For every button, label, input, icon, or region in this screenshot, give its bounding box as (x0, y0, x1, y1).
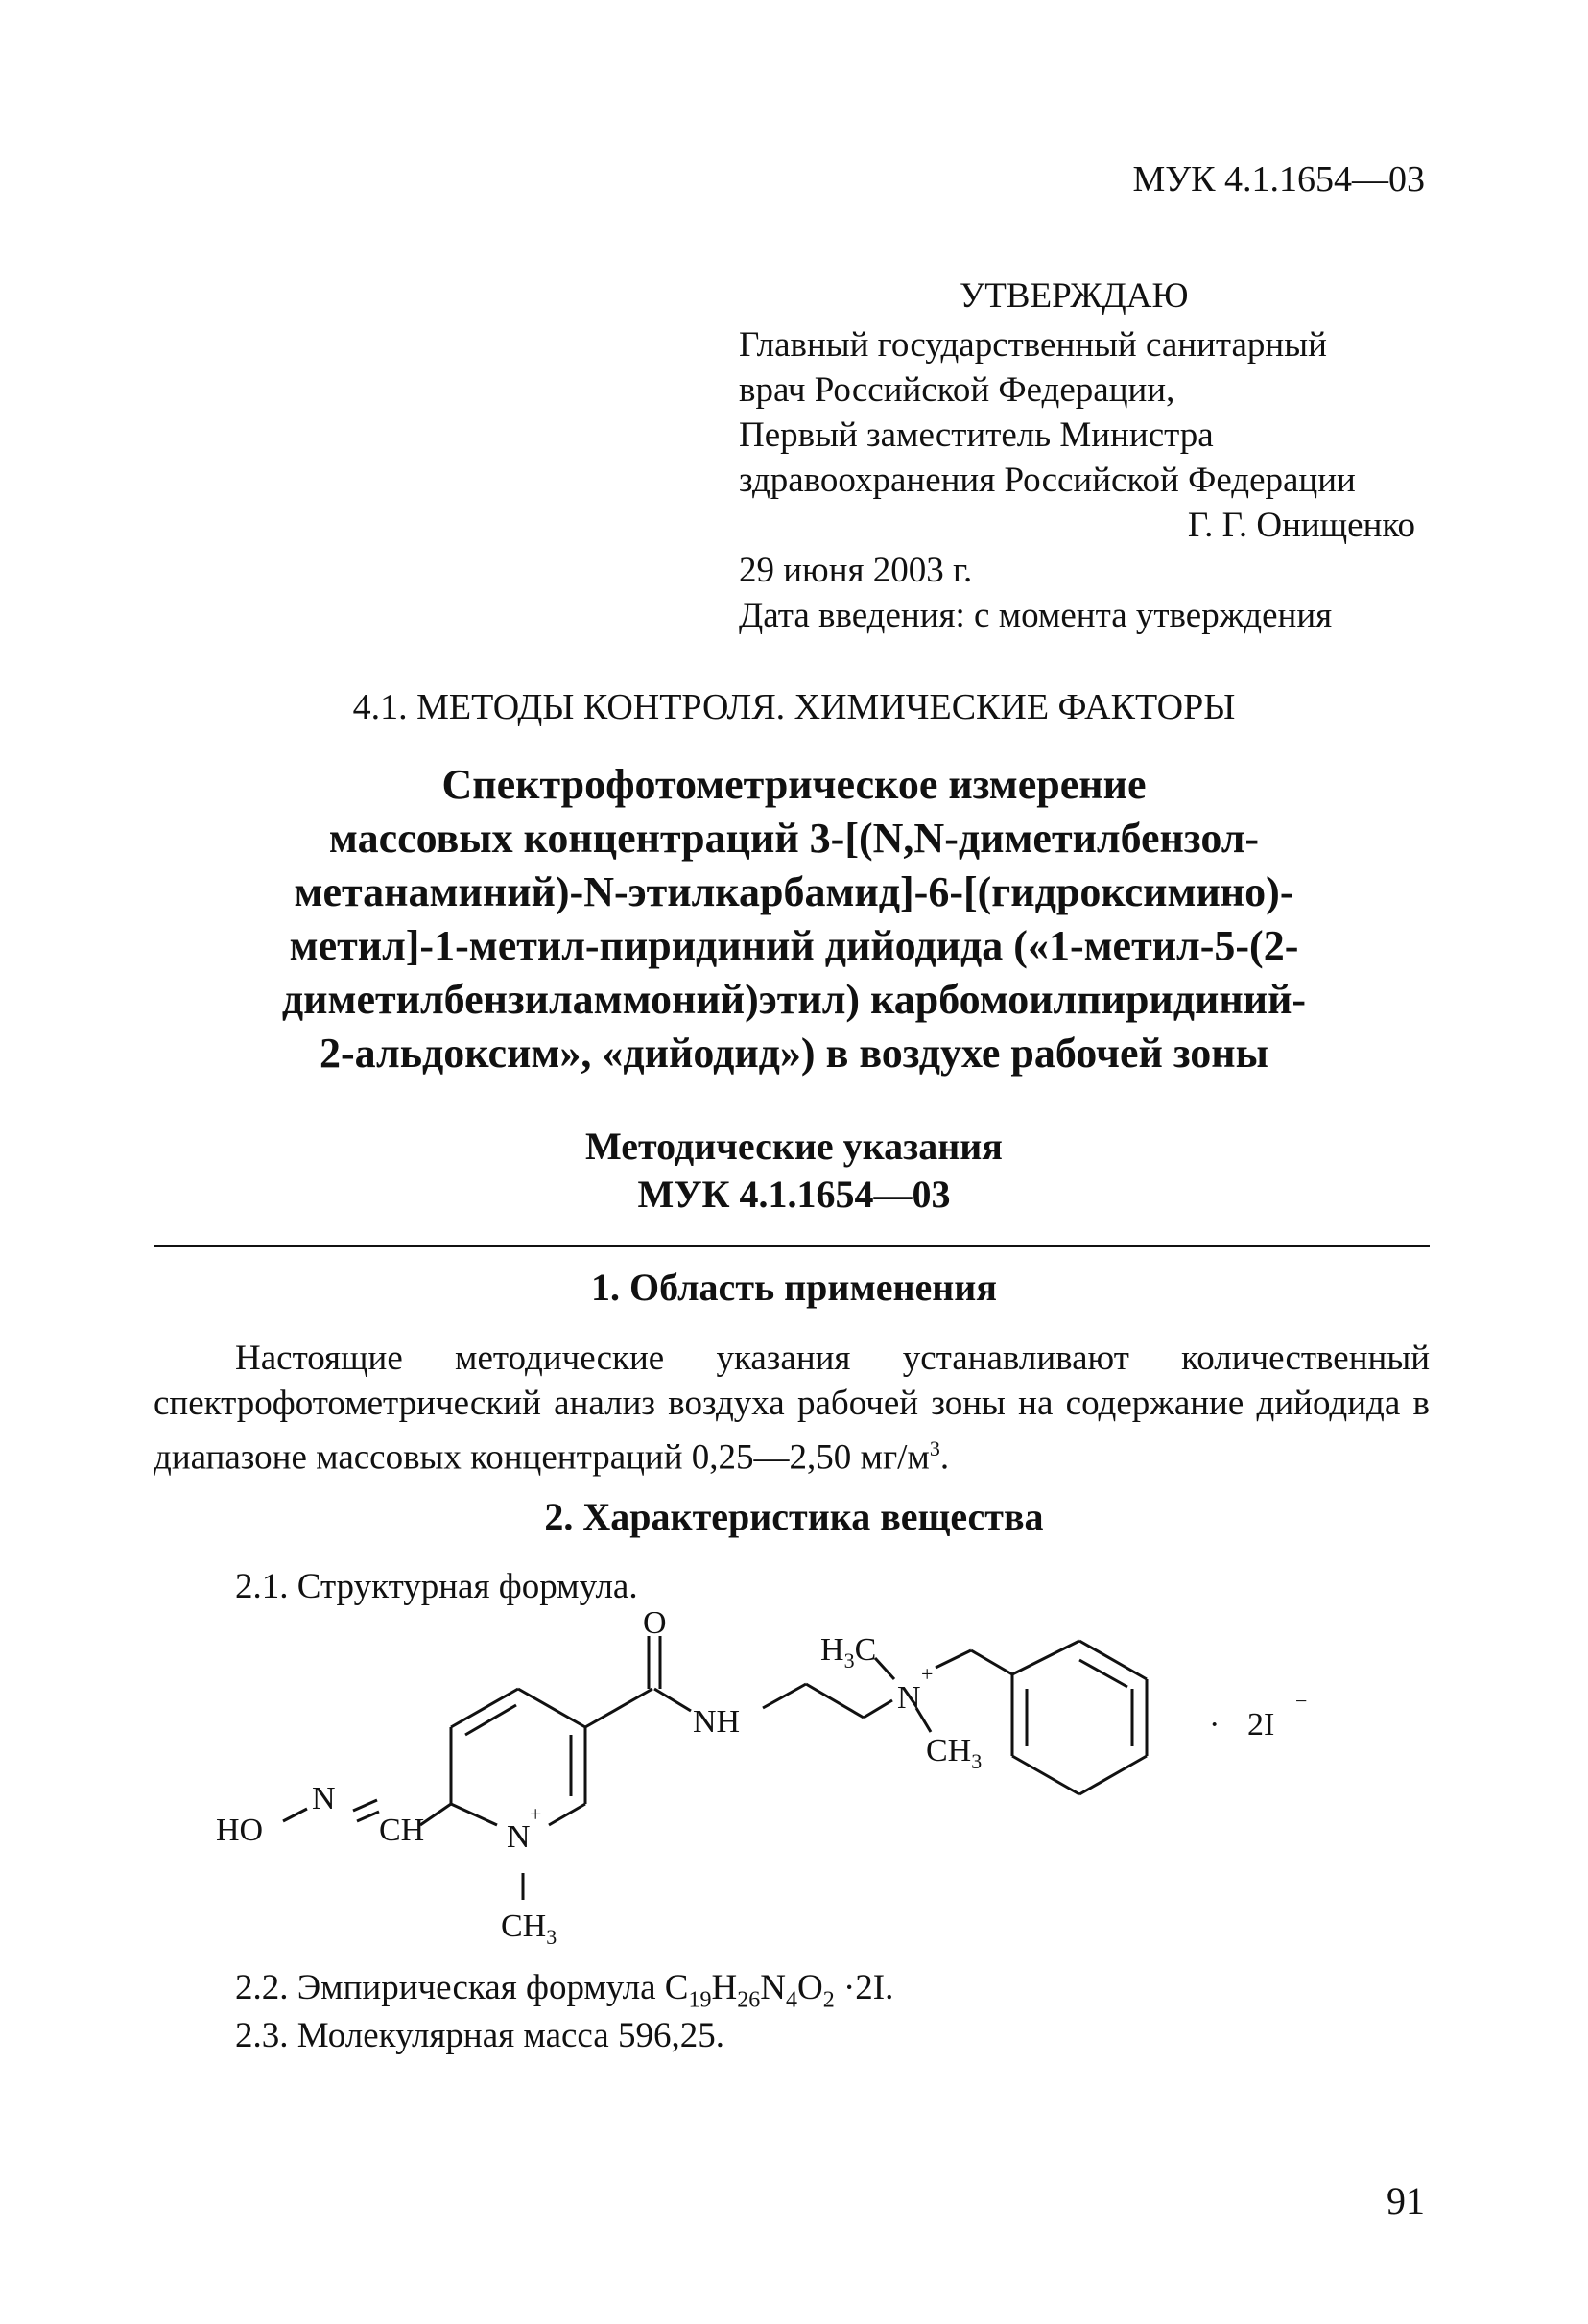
carbonyl-group (585, 1636, 691, 1727)
paragraph-end: . (939, 1437, 950, 1478)
approval-line: Первый заместитель Министра (739, 415, 1214, 455)
counterion-label: 2I (1247, 1707, 1275, 1743)
page-number: 91 (1387, 2179, 1425, 2222)
section-header: 4.1. МЕТОДЫ КОНТРОЛЯ. ХИМИЧЕСКИЕ ФАКТОРЫ (352, 687, 1236, 727)
negative-charge-icon: − (1295, 1689, 1308, 1713)
approval-signatory: Г. Г. Онищенко (1187, 506, 1415, 545)
section-2-heading: 2. Характеристика вещества (544, 1495, 1044, 1538)
dot-separator: · (1209, 1707, 1221, 1743)
title-line: метил]-1-метил-пиридиний дийодида («1-метил-5-(2- (289, 922, 1299, 969)
section-1-heading: 1. Область применения (591, 1266, 997, 1309)
methyl-right-label: $CH_3$ (926, 1733, 983, 1773)
structural-formula-diagram (192, 1612, 1439, 1957)
item-molecular-mass: 2.3. Молекулярная масса 596,25. (235, 2016, 724, 2055)
title-line: диметилбензиламмоний)этил) карбомоилпиридиний- (281, 976, 1307, 1023)
paragraph-text: Настоящие методические указания устанавливают количественный спектрофотометрический анализ воздуха рабочей зоны на содержание дийодида в диапазоне массовых концентраций 0,25—2,50 мг/м (154, 1339, 1430, 1478)
pyridinium-ring (451, 1689, 585, 1825)
positive-charge-icon: + (921, 1662, 934, 1686)
approval-block (739, 273, 1415, 638)
positive-charge-icon: + (530, 1802, 542, 1826)
subtitle-line: Методические указания (585, 1125, 1003, 1168)
approval-date: 29 июня 2003 г. (739, 551, 973, 590)
ethyl-chain (763, 1684, 892, 1718)
title-line: массовых концентраций 3-[(N,N-диметилбензол- (328, 815, 1260, 862)
item-empirical-formula: 2.2. Эмпирическая формула $C_{19}H_{26}N_4O_2 \cdot 2I$. (235, 1968, 894, 2013)
h3c-label: $H_3C$ (820, 1632, 877, 1672)
approval-line: врач Российской Федерации, (739, 370, 1175, 410)
approval-line: здравоохранения Российской Федерации (739, 461, 1356, 500)
oxime-nitrogen-label: N (312, 1781, 336, 1816)
ammonium-bonds (875, 1650, 1012, 1732)
ch-label: CH (379, 1813, 425, 1848)
divider (154, 1245, 1430, 1247)
approval-line: Главный государственный санитарный (739, 325, 1327, 365)
document-subtitle (0, 1123, 1588, 1219)
document-code: МУК 4.1.1654—03 (1132, 159, 1425, 200)
nh-label: NH (693, 1704, 741, 1740)
hydroxyl-label: HO (216, 1813, 264, 1848)
title-line: Спектрофотометрическое измерение (441, 761, 1147, 808)
item-structural-formula: 2.1. Структурная формула. (235, 1567, 638, 1606)
subtitle-code: МУК 4.1.1654—03 (637, 1173, 951, 1216)
section-1-paragraph (154, 1336, 1430, 1480)
document-title (0, 758, 1588, 1080)
approval-effective-date: Дата введения: с момента утверждения (739, 596, 1333, 635)
methyl-bottom-label: $CH_3$ (501, 1909, 557, 1949)
title-line: метанаминий)-N-этилкарбамид]-6-[(гидроксимино)- (294, 868, 1294, 915)
ring-nitrogen-label: N (507, 1819, 531, 1855)
benzene-ring (1012, 1641, 1147, 1794)
oxygen-label: O (643, 1612, 667, 1641)
approval-heading: УТВЕРЖДАЮ (960, 276, 1189, 316)
quaternary-nitrogen-label: N (897, 1680, 921, 1716)
paragraph-superscript: 3 (929, 1436, 940, 1460)
title-line: 2-альдоксим», «дийодид») в воздухе рабочей зоны (320, 1030, 1268, 1077)
